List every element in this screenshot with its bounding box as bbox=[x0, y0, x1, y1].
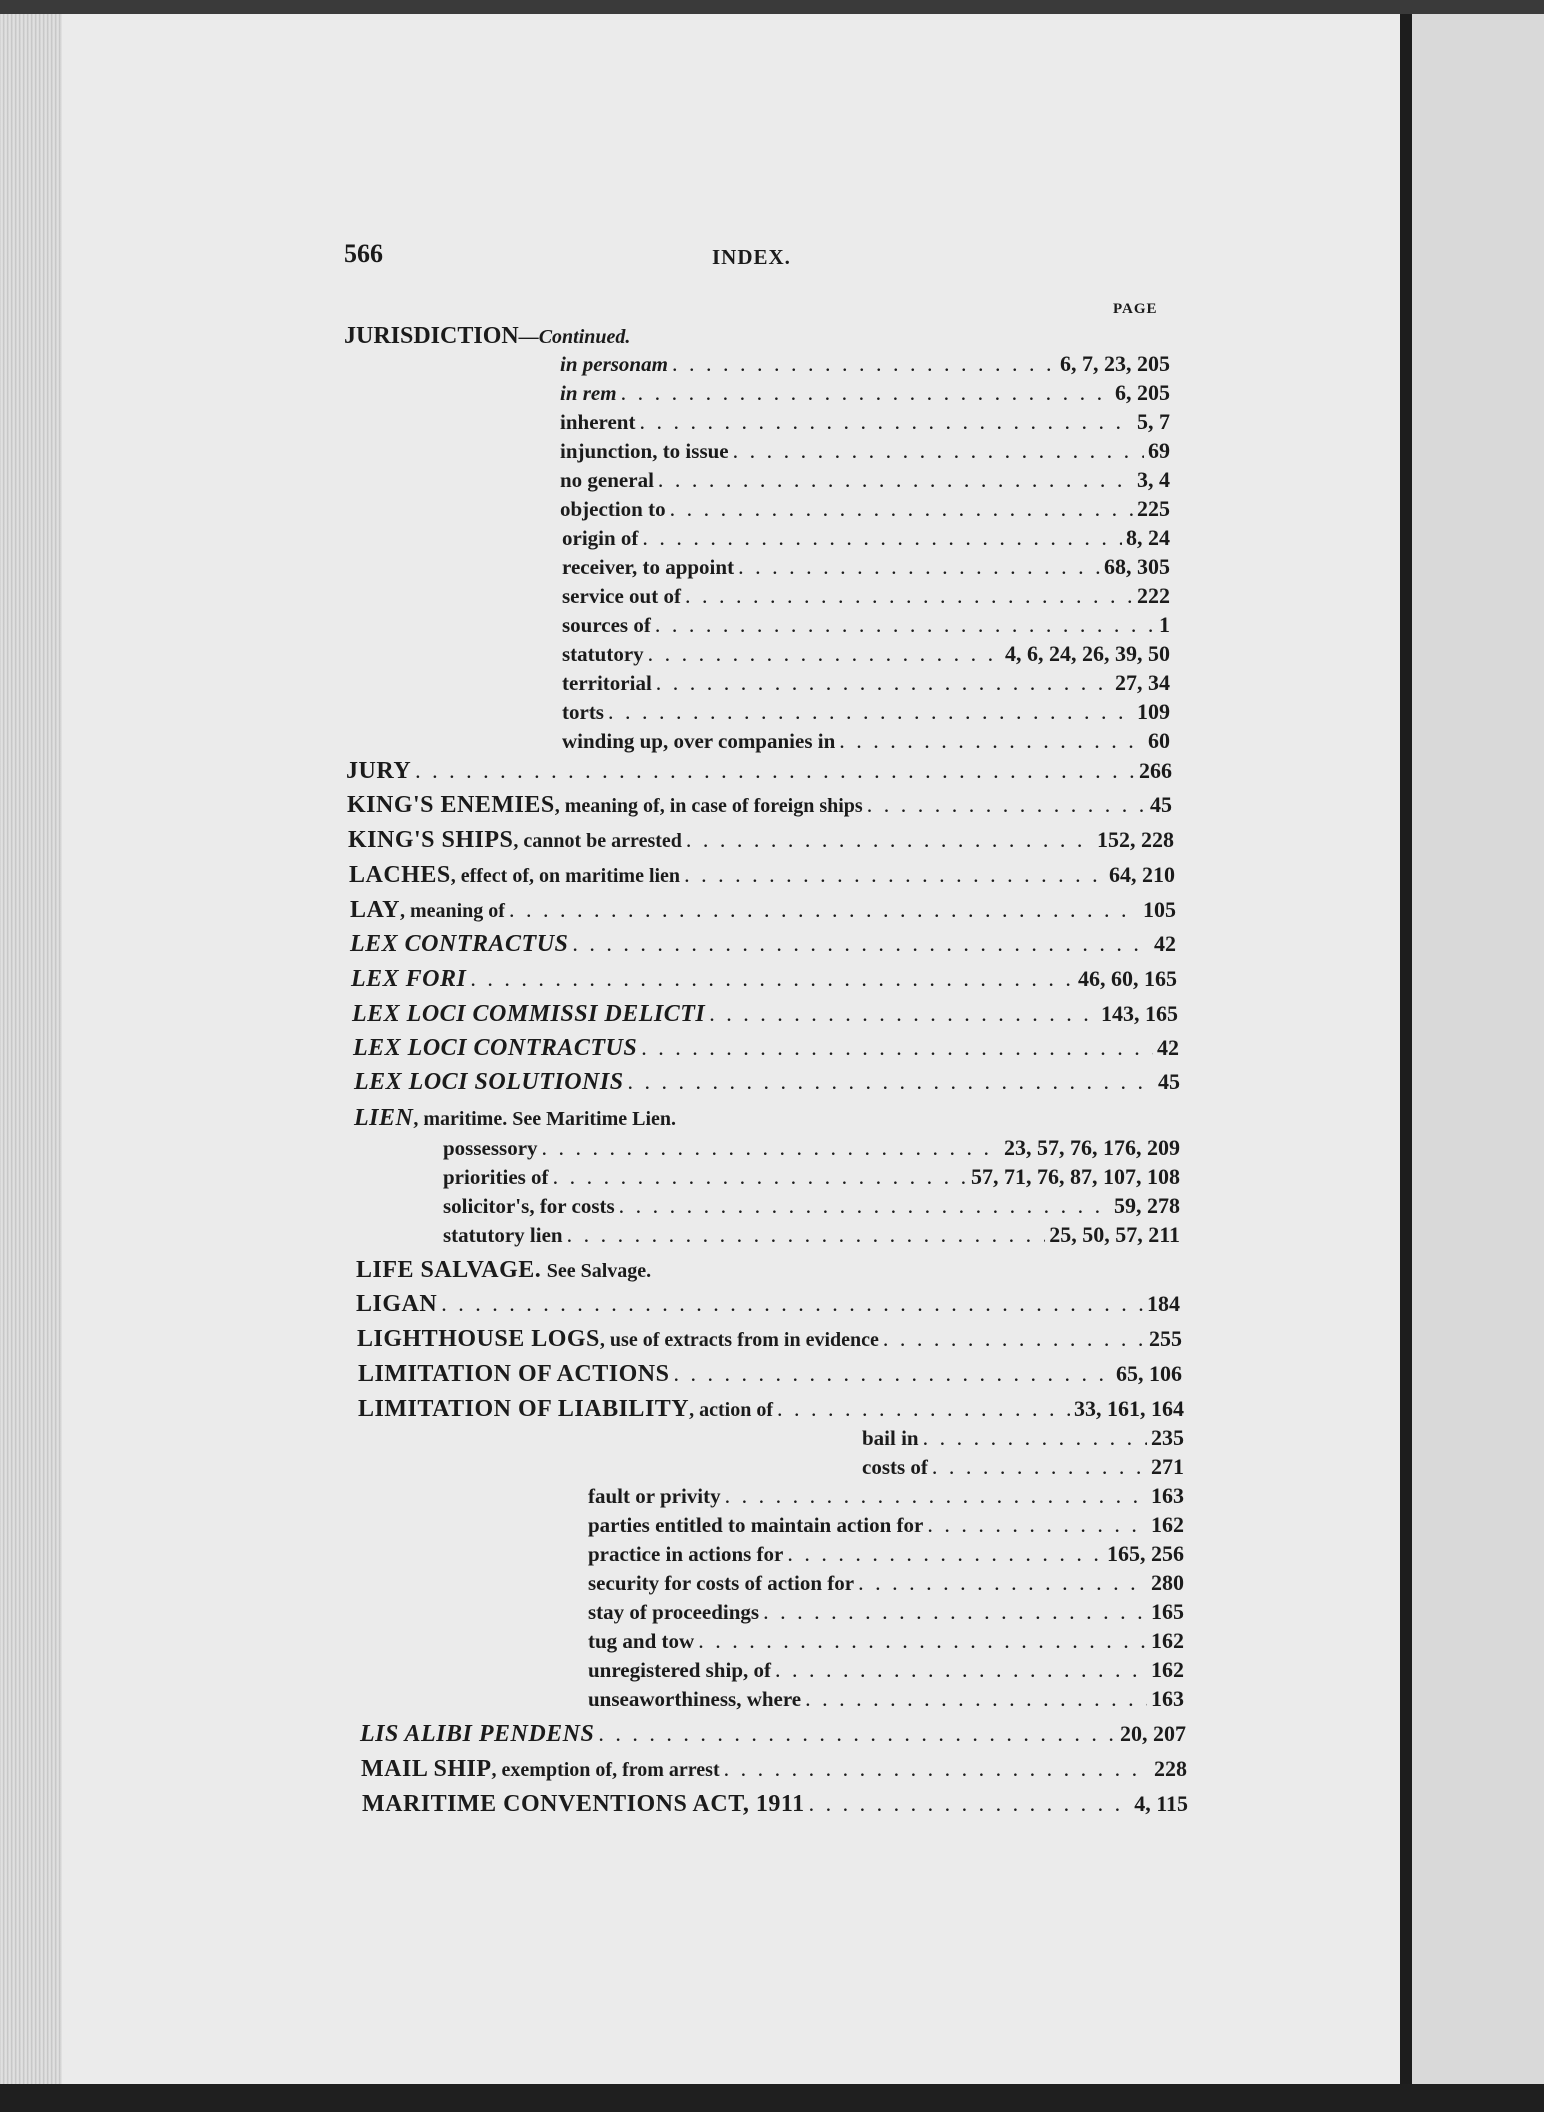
page-refs: 59, 278 bbox=[1114, 1193, 1180, 1218]
leader-dots bbox=[658, 466, 1133, 494]
index-subentry bbox=[443, 1134, 1180, 1162]
page-refs: 1 bbox=[1159, 612, 1170, 637]
index-heading-lien bbox=[354, 1104, 676, 1133]
entry-heading: LEX FORI bbox=[351, 966, 467, 992]
cross-reference: , maritime. See Maritime Lien. bbox=[413, 1108, 677, 1130]
leader-dots bbox=[725, 1482, 1147, 1510]
leader-dots bbox=[709, 1000, 1097, 1028]
subentry-label: bail in bbox=[862, 1426, 919, 1450]
page-refs: 271 bbox=[1151, 1454, 1184, 1479]
page-refs: 25, 50, 57, 211 bbox=[1049, 1222, 1180, 1247]
index-subentry bbox=[588, 1569, 1184, 1597]
entry-description: , meaning of bbox=[399, 900, 505, 922]
page-refs: 109 bbox=[1137, 699, 1170, 724]
scan-bottom-border bbox=[0, 2084, 1544, 2112]
leader-dots bbox=[608, 698, 1133, 726]
subentry-label: statutory bbox=[562, 642, 644, 666]
page-refs: 280 bbox=[1151, 1570, 1184, 1595]
leader-dots bbox=[927, 1511, 1147, 1539]
leader-dots bbox=[777, 1395, 1070, 1423]
entry-description: , use of extracts from in evidence bbox=[599, 1329, 879, 1351]
leader-dots bbox=[542, 1134, 1000, 1162]
leader-dots bbox=[923, 1424, 1147, 1452]
index-subentry bbox=[562, 727, 1170, 755]
subentry-label: statutory lien bbox=[443, 1223, 563, 1247]
subentry-label: in rem bbox=[560, 381, 617, 405]
subentry-label: inherent bbox=[560, 410, 636, 434]
index-subentry bbox=[560, 466, 1170, 494]
page-refs: 45 bbox=[1158, 1069, 1180, 1094]
page-refs: 45 bbox=[1150, 792, 1172, 817]
index-entry bbox=[357, 1325, 1182, 1354]
leader-dots bbox=[685, 582, 1133, 610]
leader-dots bbox=[655, 611, 1155, 639]
page-edges bbox=[0, 14, 70, 2084]
subentry-label: stay of proceedings bbox=[588, 1600, 760, 1624]
leader-dots bbox=[867, 791, 1146, 819]
page-refs: 4, 115 bbox=[1134, 1791, 1188, 1816]
subentry-label: unseaworthiness, where bbox=[588, 1687, 802, 1711]
entry-heading: MARITIME CONVENTIONS ACT, 1911 bbox=[362, 1791, 805, 1817]
leader-dots bbox=[809, 1790, 1131, 1818]
leader-dots bbox=[567, 1221, 1046, 1249]
page-refs: 235 bbox=[1151, 1425, 1184, 1450]
entry-heading: LAY bbox=[350, 897, 400, 923]
leader-dots bbox=[621, 379, 1111, 407]
subentry-label: receiver, to appoint bbox=[562, 555, 735, 579]
index-subentry bbox=[562, 698, 1170, 726]
scan-top-border bbox=[0, 0, 1544, 14]
index-entry bbox=[350, 896, 1176, 925]
leader-dots bbox=[805, 1685, 1147, 1713]
book-gutter bbox=[1400, 14, 1412, 2084]
entry-description: , meaning of, in case of foreign ships bbox=[554, 795, 863, 817]
subentry-label: origin of bbox=[562, 526, 639, 550]
page-refs: 23, 57, 76, 176, 209 bbox=[1004, 1135, 1180, 1160]
leader-dots bbox=[648, 640, 1001, 668]
page-refs: 60 bbox=[1148, 728, 1170, 753]
index-subentry bbox=[560, 350, 1170, 378]
page-refs: 6, 205 bbox=[1115, 380, 1170, 405]
entry-heading: KING'S SHIPS bbox=[348, 827, 514, 853]
page-refs: 266 bbox=[1139, 758, 1172, 783]
page-column-label: PAGE bbox=[1113, 301, 1158, 317]
index-subentry bbox=[588, 1540, 1184, 1568]
page-refs: 46, 60, 165 bbox=[1078, 966, 1177, 991]
leader-dots bbox=[775, 1656, 1147, 1684]
page-refs: 68, 305 bbox=[1104, 554, 1170, 579]
subentry-label: in personam bbox=[560, 352, 668, 376]
leader-dots bbox=[738, 553, 1100, 581]
index-subentry bbox=[588, 1511, 1184, 1539]
entry-heading: JURY bbox=[346, 758, 412, 784]
subentry-label: service out of bbox=[562, 584, 681, 608]
index-heading-jurisdiction bbox=[344, 322, 630, 351]
entry-description: , cannot be arrested bbox=[513, 830, 682, 852]
entry-heading: KING'S ENEMIES bbox=[347, 792, 555, 818]
index-subentry bbox=[562, 640, 1170, 668]
index-entry bbox=[358, 1360, 1182, 1388]
index-entry bbox=[356, 1290, 1180, 1318]
entry-heading: LACHES bbox=[349, 862, 451, 888]
leader-dots bbox=[670, 495, 1133, 523]
subentry-label: costs of bbox=[862, 1455, 928, 1479]
index-subentry bbox=[443, 1221, 1180, 1249]
entry-description: , exemption of, from arrest bbox=[491, 1759, 720, 1781]
leader-dots bbox=[673, 1360, 1112, 1388]
leader-dots bbox=[415, 757, 1135, 785]
entry-heading: LIS ALIBI PENDENS bbox=[360, 1721, 595, 1747]
leader-dots bbox=[642, 524, 1122, 552]
page-refs: 163 bbox=[1151, 1483, 1184, 1508]
entry-heading: LIGAN bbox=[356, 1291, 438, 1317]
leader-dots bbox=[619, 1192, 1110, 1220]
leader-dots bbox=[572, 930, 1150, 958]
index-subentry bbox=[588, 1627, 1184, 1655]
heading-label: JURISDICTION bbox=[344, 323, 519, 349]
page-refs: 162 bbox=[1151, 1657, 1184, 1682]
index-entry bbox=[353, 1034, 1179, 1062]
subentry-label: sources of bbox=[562, 613, 651, 637]
leader-dots bbox=[639, 408, 1133, 436]
index-entry bbox=[347, 791, 1172, 820]
page-refs: 222 bbox=[1137, 583, 1170, 608]
index-entry bbox=[362, 1790, 1188, 1818]
index-entry bbox=[361, 1755, 1187, 1784]
page-refs: 20, 207 bbox=[1120, 1721, 1186, 1746]
subentry-label: territorial bbox=[562, 671, 652, 695]
index-entry bbox=[346, 757, 1172, 785]
continued-label: —Continued. bbox=[518, 326, 631, 348]
entry-description: , effect of, on maritime lien bbox=[450, 865, 681, 887]
leader-dots bbox=[686, 826, 1093, 854]
entry-description: , action of bbox=[689, 1399, 774, 1421]
page-refs: 165, 256 bbox=[1107, 1541, 1184, 1566]
page-refs: 8, 24 bbox=[1126, 525, 1170, 550]
leader-dots bbox=[441, 1290, 1143, 1318]
index-subentry bbox=[560, 408, 1170, 436]
subentry-label: torts bbox=[562, 700, 604, 724]
entry-heading: LEX LOCI SOLUTIONIS bbox=[354, 1069, 624, 1095]
leader-dots bbox=[598, 1720, 1116, 1748]
index-subentry bbox=[443, 1192, 1180, 1220]
index-subentry bbox=[562, 553, 1170, 581]
index-entry bbox=[352, 1000, 1178, 1028]
page-refs: 69 bbox=[1148, 438, 1170, 463]
entry-heading: LIMITATION OF LIABILITY bbox=[358, 1396, 690, 1422]
page-refs: 27, 34 bbox=[1115, 670, 1170, 695]
leader-dots bbox=[628, 1068, 1154, 1096]
index-entry bbox=[349, 861, 1175, 890]
index-entry bbox=[351, 965, 1177, 993]
index-subentry bbox=[588, 1656, 1184, 1684]
page-refs: 143, 165 bbox=[1101, 1001, 1178, 1026]
page-refs: 105 bbox=[1143, 897, 1176, 922]
index-subentry bbox=[560, 495, 1170, 523]
index-subentry bbox=[588, 1482, 1184, 1510]
page-refs: 5, 7 bbox=[1137, 409, 1170, 434]
index-subentry bbox=[588, 1598, 1184, 1626]
index-entry bbox=[348, 826, 1174, 855]
page-number: 566 bbox=[344, 239, 383, 268]
heading-label: LIFE SALVAGE. bbox=[356, 1257, 542, 1283]
index-subentry bbox=[862, 1424, 1184, 1452]
index-subentry bbox=[562, 611, 1170, 639]
entry-heading: LIMITATION OF ACTIONS bbox=[358, 1361, 670, 1387]
index-subentry bbox=[562, 669, 1170, 697]
page-refs: 165 bbox=[1151, 1599, 1184, 1624]
leader-dots bbox=[858, 1569, 1147, 1597]
leader-dots bbox=[641, 1034, 1153, 1062]
page-refs: 33, 161, 164 bbox=[1074, 1396, 1184, 1421]
index-subentry bbox=[560, 379, 1170, 407]
subentry-label: tug and tow bbox=[588, 1629, 695, 1653]
leader-dots bbox=[763, 1598, 1147, 1626]
subentry-label: practice in actions for bbox=[588, 1542, 784, 1566]
page-refs: 163 bbox=[1151, 1686, 1184, 1711]
entry-heading: MAIL SHIP bbox=[361, 1756, 492, 1782]
page-refs: 152, 228 bbox=[1097, 827, 1174, 852]
facing-page-edge bbox=[1412, 14, 1544, 2084]
page-refs: 4, 6, 24, 26, 39, 50 bbox=[1005, 641, 1170, 666]
index-subentry bbox=[443, 1163, 1180, 1191]
leader-dots bbox=[684, 861, 1105, 889]
page-refs: 3, 4 bbox=[1137, 467, 1170, 492]
leader-dots bbox=[553, 1163, 967, 1191]
subentry-label: priorities of bbox=[443, 1165, 549, 1189]
leader-dots bbox=[839, 727, 1144, 755]
subentry-label: injunction, to issue bbox=[560, 439, 729, 463]
index-subentry bbox=[562, 582, 1170, 610]
subentry-label: fault or privity bbox=[588, 1484, 721, 1508]
cross-reference: See Salvage. bbox=[546, 1260, 652, 1282]
subentry-label: solicitor's, for costs bbox=[443, 1194, 615, 1218]
leader-dots bbox=[656, 669, 1111, 697]
index-entry bbox=[350, 930, 1176, 958]
index-entry bbox=[360, 1720, 1186, 1748]
index-entry bbox=[358, 1395, 1184, 1424]
page-refs: 184 bbox=[1147, 1291, 1180, 1316]
subentry-label: unregistered ship, of bbox=[588, 1658, 771, 1682]
page-refs: 64, 210 bbox=[1109, 862, 1175, 887]
index-subentry bbox=[560, 437, 1170, 465]
index-subentry bbox=[562, 524, 1170, 552]
page-refs: 57, 71, 76, 87, 107, 108 bbox=[971, 1164, 1180, 1189]
index-heading-life-salvage bbox=[356, 1256, 651, 1285]
entry-heading: LEX CONTRACTUS bbox=[350, 931, 569, 957]
page-refs: 225 bbox=[1137, 496, 1170, 521]
page-refs: 6, 7, 23, 205 bbox=[1060, 351, 1170, 376]
subentry-label: possessory bbox=[443, 1136, 538, 1160]
leader-dots bbox=[470, 965, 1074, 993]
leader-dots bbox=[883, 1325, 1145, 1353]
leader-dots bbox=[787, 1540, 1103, 1568]
subentry-label: security for costs of action for bbox=[588, 1571, 855, 1595]
leader-dots bbox=[733, 437, 1144, 465]
heading-label: LIEN bbox=[354, 1105, 414, 1131]
page-refs: 162 bbox=[1151, 1512, 1184, 1537]
running-head: INDEX. bbox=[712, 245, 791, 269]
page-refs: 42 bbox=[1157, 1035, 1179, 1060]
page-refs: 162 bbox=[1151, 1628, 1184, 1653]
index-entry bbox=[354, 1068, 1180, 1096]
page-refs: 42 bbox=[1154, 931, 1176, 956]
entry-heading: LEX LOCI COMMISSI DELICTI bbox=[352, 1001, 706, 1027]
entry-heading: LEX LOCI CONTRACTUS bbox=[353, 1035, 638, 1061]
index-subentry bbox=[862, 1453, 1184, 1481]
leader-dots bbox=[724, 1755, 1150, 1783]
page-refs: 228 bbox=[1154, 1756, 1187, 1781]
subentry-label: parties entitled to maintain action for bbox=[588, 1513, 924, 1537]
leader-dots bbox=[932, 1453, 1147, 1481]
page-refs: 65, 106 bbox=[1116, 1361, 1182, 1386]
leader-dots bbox=[509, 896, 1139, 924]
entry-heading: LIGHTHOUSE LOGS bbox=[357, 1326, 600, 1352]
subentry-label: winding up, over companies in bbox=[562, 729, 836, 753]
leader-dots bbox=[698, 1627, 1147, 1655]
subentry-label: objection to bbox=[560, 497, 666, 521]
subentry-label: no general bbox=[560, 468, 654, 492]
page-refs: 255 bbox=[1149, 1326, 1182, 1351]
index-subentry bbox=[588, 1685, 1184, 1713]
leader-dots bbox=[672, 350, 1056, 378]
